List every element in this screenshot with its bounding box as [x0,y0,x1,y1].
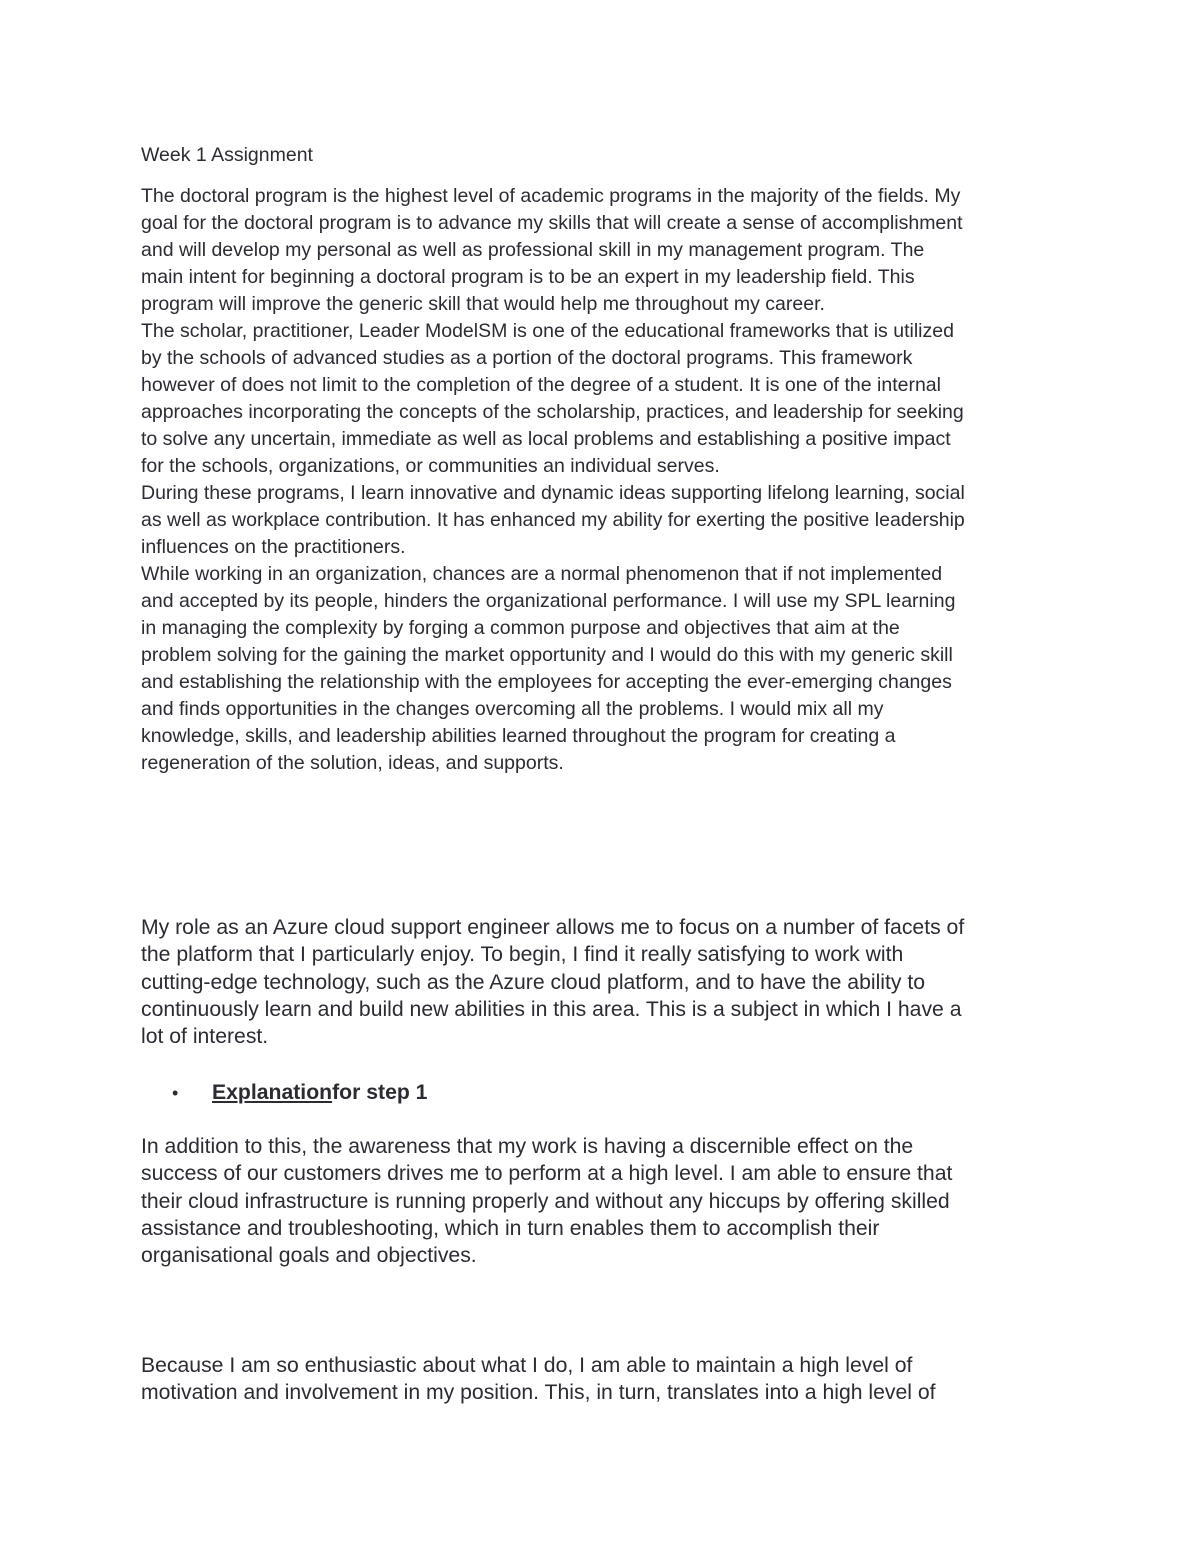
document-title: Week 1 Assignment [141,144,313,166]
text-line: success of our customers drives me to perform at a high level. I am able to ensure that [141,1162,953,1186]
customer-impact-paragraph [141,1133,1101,1269]
text-line: main intent for beginning a doctoral program is to be an expert in my leadership field. This [141,266,915,288]
text-line: Because I am so enthusiastic about what I do, I am able to maintain a high level of [141,1354,913,1377]
text-line: and accepted by its people, hinders the organizational performance. I will use my SPL learning [141,590,956,612]
text-line: for the schools, organizations, or communities an individual serves. [141,455,720,477]
assignment-paragraphs [141,183,1081,777]
text-line: cutting-edge technology, such as the Azure cloud platform, and to have the ability to [141,970,926,994]
text-line: in managing the complexity by forging a common purpose and objectives that aim at the [141,617,900,639]
azure-role-paragraph [141,914,1101,1050]
text-line: and finds opportunities in the changes overcoming all the problems. I would mix all my [141,698,884,720]
text-line: approaches incorporating the concepts of the scholarship, practices, and leadership for seeking [141,401,964,423]
text-line: program will improve the generic skill that would help me throughout my career. [141,293,825,315]
text-line: assistance and troubleshooting, which in turn enables them to accomplish their [141,1216,880,1240]
explanation-bullet [172,1078,427,1108]
explanation-heading [212,1078,427,1108]
text-line: While working in an organization, chances are a normal phenomenon that if not implemented [141,563,943,585]
text-line: The scholar, practitioner, Leader ModelSM is one of the educational frameworks that is utilized [141,320,954,342]
text-line: influences on the practitioners. [141,536,406,558]
explanation-underlined: Explanation [212,1081,333,1104]
text-line: their cloud infrastructure is running properly and without any hiccups by offering skilled [141,1189,950,1213]
text-line: My role as an Azure cloud support engineer allows me to focus on a number of facets of [141,916,965,939]
text-line: regeneration of the solution, ideas, and supports. [141,752,564,774]
text-line: organisational goals and objectives. [141,1244,477,1268]
text-line: by the schools of advanced studies as a portion of the doctoral programs. This framework [141,347,913,369]
text-line: goal for the doctoral program is to advance my skills that will create a sense of accomplishment [141,212,963,234]
text-line: lot of interest. [141,1025,269,1049]
explanation-step: for step 1 [332,1081,428,1104]
bullet-icon: • [172,1083,179,1103]
text-line: During these programs, I learn innovative and dynamic ideas supporting lifelong learning, social [141,482,965,504]
text-line: and establishing the relationship with the employees for accepting the ever-emerging changes [141,671,952,693]
text-line: knowledge, skills, and leadership abilities learned throughout the program for creating a [141,725,896,747]
text-line: problem solving for the gaining the market opportunity and I would do this with my generic skill [141,644,953,666]
motivation-paragraph [141,1352,1101,1407]
text-line: the platform that I particularly enjoy. To begin, I find it really satisfying to work with [141,943,904,967]
text-line: continuously learn and build new abilities in this area. This is a subject in which I have a [141,997,962,1021]
text-line: In addition to this, the awareness that my work is having a discernible effect on the [141,1135,914,1158]
text-line: as well as workplace contribution. It has enhanced my ability for exerting the positive leadership [141,509,965,531]
text-line: motivation and involvement in my position. This, in turn, translates into a high level of [141,1381,936,1405]
text-line: however of does not limit to the completion of the degree of a student. It is one of the internal [141,374,941,396]
text-line: The doctoral program is the highest level of academic programs in the majority of the fields. My [141,185,961,207]
text-line: to solve any uncertain, immediate as well as local problems and establishing a positive impact [141,428,951,450]
text-line: and will develop my personal as well as professional skill in my management program. The [141,239,925,261]
